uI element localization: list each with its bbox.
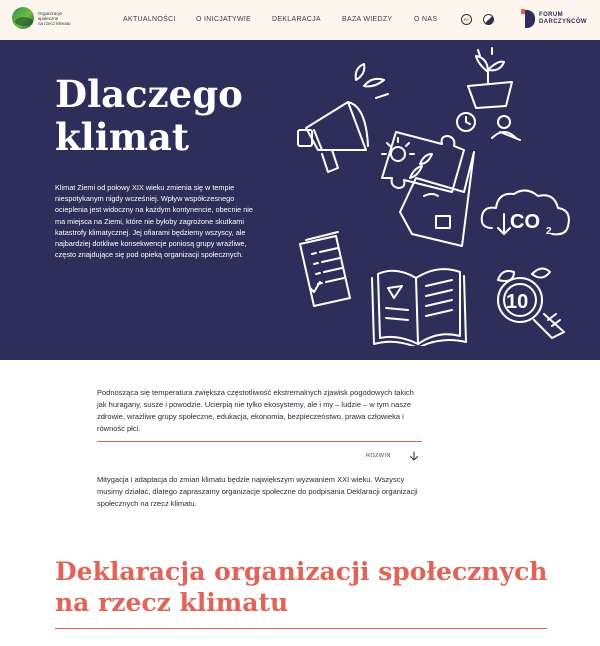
mitigation-paragraph: Mitygacja i adaptacja do zmian klimatu będzie największym wyzwaniem XXI wieku. Wszyscy musimy działać, dlatego zapraszamy organizacje społeczne do podpisania Deklaracji organizacji społecznych na rzecz klimatu. bbox=[97, 475, 418, 508]
open-book-icon bbox=[372, 269, 466, 346]
megaphone-icon bbox=[298, 64, 388, 172]
puzzle-icon bbox=[382, 132, 474, 246]
site-header bbox=[0, 0, 600, 40]
expand-label: ROZWIŃ bbox=[366, 453, 391, 459]
medal-number: 10 bbox=[506, 291, 529, 313]
nav-deklaracja[interactable]: DEKLARACJA bbox=[272, 16, 321, 23]
hero-title: Dlaczego klimat bbox=[55, 72, 243, 159]
font-size-button[interactable]: A+ bbox=[461, 14, 472, 25]
contrast-icon[interactable] bbox=[483, 14, 494, 25]
intro-paragraph: Podnosząca się temperatura zwiększa częstotliwość ekstremalnych zjawisk pogodowych takich jak huragany, susze i powodzie. Ucierpią nie tylko ekosystemy, ale i my – ludzie – w tym nasze zdrowie, wrażliwe grupy społeczne, edukacja, ekonomia, bezpieczeństwo, prawa człowieka i równość płci. bbox=[97, 388, 414, 433]
medal-10-icon bbox=[498, 268, 564, 338]
hero-text: Klimat Ziemi od połowy XIX wieku zmienia się w tempie niespotykanym nigdy wcześniej. Wpływ współczesnego ocieplenia jest widoczny na każdym kontynencie, obecnie nie ma miejsca na Ziemi, które nie byłoby zagrożone skutkami katastrofy klimatycznej. Jej ofiarami będziemy wszyscy, ale najbardziej dotkliwe konsekwencje poniosą grupy wrażliwe, często znajdujące się pod opieką organizacji społecznych. bbox=[55, 183, 253, 260]
hero-section bbox=[0, 40, 600, 360]
forum-logo-icon bbox=[521, 9, 533, 29]
nav-aktualnosci[interactable]: AKTUALNOŚCI bbox=[123, 16, 176, 23]
nav-o-nas[interactable]: O NAS bbox=[414, 16, 438, 23]
logo-text: Organizacje społeczne na rzecz klimatu bbox=[38, 10, 71, 26]
nav-o-inicjatywie[interactable]: O INICJATYWIE bbox=[196, 16, 252, 23]
checklist-icon bbox=[300, 232, 350, 306]
arrow-down-icon bbox=[409, 451, 419, 461]
declaration-divider bbox=[55, 628, 547, 629]
main-nav bbox=[0, 16, 600, 26]
climate-illustration bbox=[292, 46, 584, 346]
plant-person-icon bbox=[457, 48, 520, 140]
co2-cloud-icon bbox=[482, 190, 569, 237]
forum-darczyncow-logo[interactable]: FORUM DARCZYŃCÓW bbox=[521, 9, 587, 29]
expand-button[interactable] bbox=[366, 451, 419, 461]
section-divider bbox=[97, 441, 422, 442]
co2-label: CO bbox=[510, 211, 540, 233]
declaration-title: Deklaracja organizacji społecznych na rzecz klimatu bbox=[55, 557, 548, 617]
co2-subscript: 2 bbox=[546, 226, 552, 237]
nav-baza-wiedzy[interactable]: BAZA WIEDZY bbox=[342, 16, 393, 23]
